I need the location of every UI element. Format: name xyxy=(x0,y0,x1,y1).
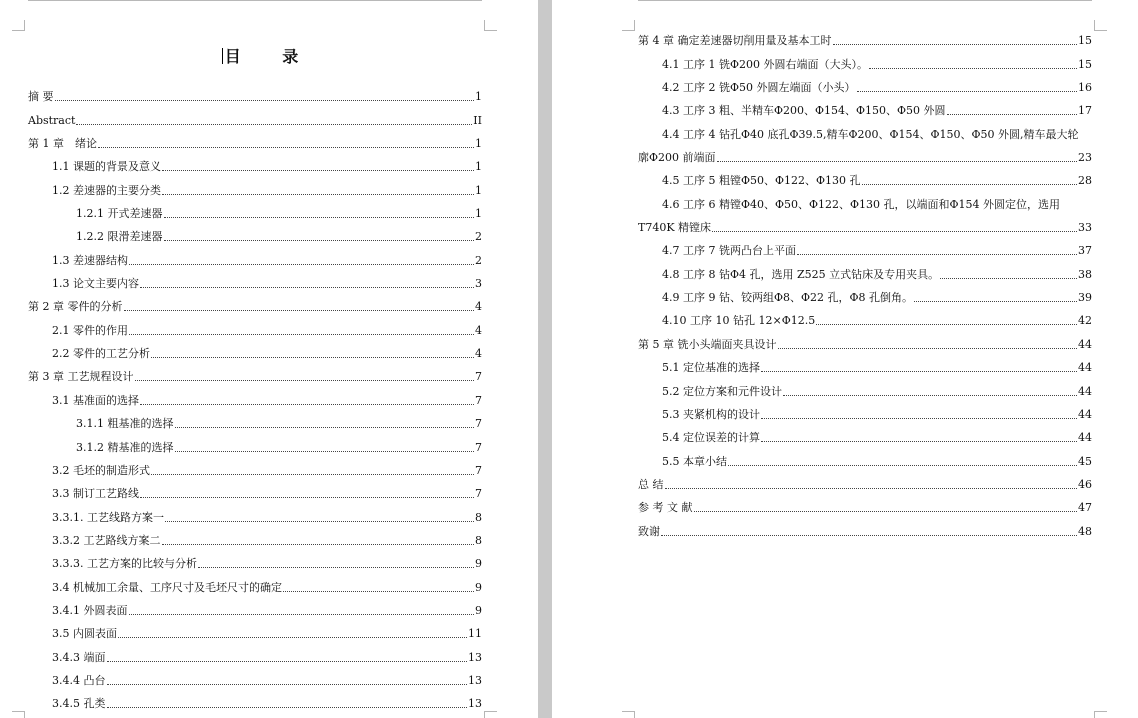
toc-entry[interactable]: 2.1 零件的作用 4 xyxy=(52,323,482,337)
toc-entry[interactable]: 5.3 夹紧机构的设计 44 xyxy=(662,407,1092,421)
toc-entry[interactable]: 3.2 毛坯的制造形式 7 xyxy=(52,463,482,477)
page-title[interactable] xyxy=(0,44,538,67)
text-cursor xyxy=(222,48,223,64)
margin-corner-mark xyxy=(484,20,497,31)
toc-entry[interactable]: 第 1 章 绪论 1 xyxy=(28,137,482,151)
toc-entry[interactable]: 4.8 工序 8 钻Φ4 孔，选用 Z525 立式钻床及专用夹具。 38 xyxy=(662,267,1092,281)
toc-entry[interactable]: 1.2.2 限滑差速器 2 xyxy=(76,230,482,244)
header-line xyxy=(638,0,1092,1)
toc-entry[interactable]: 5.2 定位方案和元件设计 44 xyxy=(662,384,1092,398)
toc-entry[interactable]: 3.1.2 精基准的选择 7 xyxy=(76,440,482,454)
toc-entry[interactable]: 1.3 差速器结构 2 xyxy=(52,253,482,267)
header-line xyxy=(28,0,482,1)
toc-entry[interactable]: 1.2 差速器的主要分类 1 xyxy=(52,183,482,197)
toc-entry[interactable]: 4.2 工序 2 铣Φ50 外圆左端面（小头） 16 xyxy=(662,81,1092,95)
toc-entry[interactable]: 3.4.3 端面 13 xyxy=(52,650,482,664)
margin-corner-mark xyxy=(1094,711,1107,718)
toc-entry[interactable]: 第 5 章 铣小头端面夹具设计 44 xyxy=(638,337,1092,351)
toc-entry[interactable]: 3.3.2 工艺路线方案二 8 xyxy=(52,533,482,547)
toc-entry[interactable]: 参 考 文 献 47 xyxy=(638,501,1092,515)
toc-entry[interactable]: 3.4 机械加工余量、工序尺寸及毛坯尺寸的确定 9 xyxy=(52,580,482,594)
toc-entry[interactable]: 2.2 零件的工艺分析 4 xyxy=(52,347,482,361)
toc-entry[interactable]: 4.6 工序 6 精镗Φ40、Φ50、Φ122、Φ130 孔，以端面和Φ154 外圆定位，选用 xyxy=(662,197,1061,211)
toc-entry[interactable]: 3.1.1 粗基准的选择 7 xyxy=(76,417,482,431)
margin-corner-mark xyxy=(1094,20,1107,31)
page-gutter xyxy=(538,0,552,718)
margin-corner-mark xyxy=(622,20,635,31)
toc-entry[interactable]: 3.4.4 凸台 13 xyxy=(52,673,482,687)
toc-entry[interactable]: 3.1 基准面的选择 7 xyxy=(52,393,482,407)
toc-entry[interactable]: 3.3.1. 工艺线路方案一 8 xyxy=(52,510,482,524)
toc-entry[interactable]: 4.9 工序 9 钻、铰两组Φ8、Φ22 孔，Φ8 孔倒角。 39 xyxy=(662,291,1092,305)
toc-entry[interactable]: 3.4.1 外圆表面 9 xyxy=(52,603,482,617)
toc-entry[interactable]: 4.5 工序 5 粗镗Φ50、Φ122、Φ130 孔 28 xyxy=(662,174,1092,188)
toc-entry[interactable]: 1.2.1 开式差速器 1 xyxy=(76,207,482,221)
toc-entry[interactable]: 5.4 定位误差的计算 44 xyxy=(662,431,1092,445)
toc-entry-continued[interactable]: 廓Φ200 前端面 23 xyxy=(638,151,1092,165)
toc-entry[interactable]: 4.1 工序 1 铣Φ200 外圆右端面（大头）。 15 xyxy=(662,57,1092,71)
toc-entry[interactable]: 4.10 工序 10 钻孔 12×Φ12.5 42 xyxy=(662,314,1092,328)
toc-entry[interactable]: 第 3 章 工艺规程设计 7 xyxy=(28,370,482,384)
page-title-text: 目 录 xyxy=(224,47,317,66)
toc-entry[interactable]: 第 2 章 零件的分析 4 xyxy=(28,300,482,314)
toc-entry[interactable]: 1.3 论文主要内容 3 xyxy=(52,277,482,291)
margin-corner-mark xyxy=(12,711,25,718)
toc-entry[interactable]: 5.1 定位基准的选择 44 xyxy=(662,361,1092,375)
toc-entry-continued[interactable]: T740K 精镗床 33 xyxy=(638,221,1092,235)
toc-entry[interactable]: 3.5 内圆表面 11 xyxy=(52,627,482,641)
toc-entry[interactable]: 4.3 工序 3 粗、半精车Φ200、Φ154、Φ150、Φ50 外圆 17 xyxy=(662,104,1092,118)
toc-entry[interactable]: 3.3 制订工艺路线 7 xyxy=(52,487,482,501)
margin-corner-mark xyxy=(484,711,497,718)
toc-entry[interactable]: 4.4 工序 4 钻孔Φ40 底孔Φ39.5,精车Φ200、Φ154、Φ150、Φ50 外圆,精车最大轮 xyxy=(662,127,1079,141)
toc-entry[interactable]: 4.7 工序 7 铣两凸台上平面 37 xyxy=(662,244,1092,258)
toc-list-left xyxy=(28,84,482,714)
toc-entry[interactable]: 3.4.5 孔类 13 xyxy=(52,697,482,711)
document-page-right xyxy=(552,0,1138,718)
margin-corner-mark xyxy=(12,20,25,31)
toc-list-right xyxy=(638,28,1092,542)
toc-entry[interactable]: 3.3.3. 工艺方案的比较与分析 9 xyxy=(52,557,482,571)
toc-entry[interactable]: 5.5 本章小结 45 xyxy=(662,454,1092,468)
margin-corner-mark xyxy=(622,711,635,718)
toc-entry[interactable]: 总 结 46 xyxy=(638,477,1092,491)
toc-entry[interactable]: Abstract II xyxy=(28,113,482,127)
toc-entry[interactable]: 1.1 课题的背景及意义 1 xyxy=(52,160,482,174)
document-page-left xyxy=(0,0,538,718)
toc-entry[interactable]: 致谢 48 xyxy=(638,524,1092,538)
toc-entry[interactable]: 摘 要 1 xyxy=(28,90,482,104)
toc-entry[interactable]: 第 4 章 确定差速器切削用量及基本工时 15 xyxy=(638,34,1092,48)
